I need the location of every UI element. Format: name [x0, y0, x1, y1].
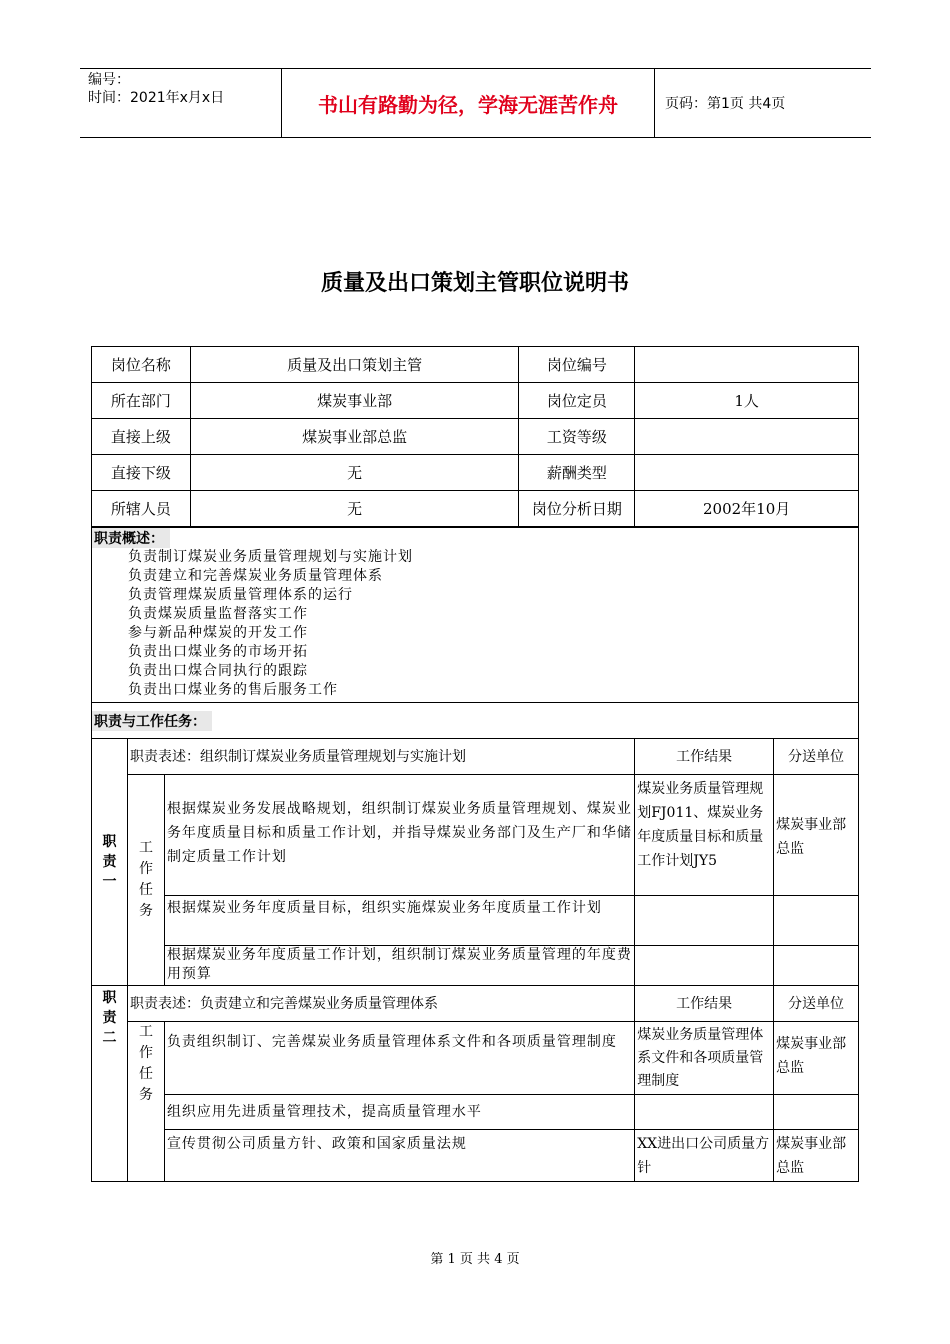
- table-row: [92, 896, 859, 946]
- position-info-table: [91, 346, 859, 527]
- duty-2-statement: 职责表述：负责建立和完善煤炭业务质量管理体系: [127, 986, 634, 1022]
- task-send: [774, 896, 859, 946]
- task-text: 根据煤炭业务年度质量工作计划，组织制订煤炭业务质量管理的年度费用预算: [164, 946, 634, 986]
- number-label: 编号：: [88, 72, 130, 88]
- list-item: 负责建立和完善煤炭业务质量管理体系: [128, 568, 383, 584]
- info-value: 煤炭事业部: [190, 383, 519, 419]
- duties-table: [91, 738, 859, 1182]
- info-label: 直接上级: [92, 419, 191, 455]
- duties-heading: 职责与工作任务：: [92, 711, 212, 731]
- table-row: [92, 347, 859, 383]
- table-row: [92, 1130, 859, 1182]
- info-label: 岗位名称: [92, 347, 191, 383]
- duty-1-label: 职 责 一: [92, 739, 128, 986]
- table-row: [92, 1022, 859, 1095]
- task-text: 负责组织制订、完善煤炭业务质量管理体系文件和各项质量管理制度: [164, 1022, 634, 1095]
- list-item: 负责出口煤合同执行的跟踪: [128, 663, 308, 679]
- task-result: 煤炭业务质量管理规划FJ011、煤炭业务年度质量目标和质量工作计划JY5: [635, 775, 774, 896]
- info-value: 无: [190, 455, 519, 491]
- duty-1-task-label: 工 作 任 务: [127, 775, 164, 986]
- duty-1-statement: 职责表述：组织制订煤炭业务质量管理规划与实施计划: [127, 739, 634, 775]
- task-text: 根据煤炭业务年度质量目标，组织实施煤炭业务年度质量工作计划: [164, 896, 634, 946]
- document-title: 质量及出口策划主管职位说明书: [320, 271, 629, 296]
- task-send: [774, 946, 859, 986]
- duty-overview: [91, 527, 859, 703]
- duties-heading-bar: [91, 702, 859, 739]
- page-footer: 第 1 页 共 4 页: [430, 1252, 520, 1267]
- header-motto: 书山有路勤为径，学海无涯苦作舟: [282, 69, 655, 137]
- task-result: [635, 1095, 774, 1130]
- list-item: 负责煤炭质量监督落实工作: [128, 606, 308, 622]
- info-value: 2002年10月: [635, 491, 859, 527]
- table-row: [92, 946, 859, 986]
- table-row: [92, 419, 859, 455]
- info-label: 薪酬类型: [519, 455, 635, 491]
- table-row: [92, 455, 859, 491]
- page-header: [80, 68, 871, 138]
- table-row: [92, 1095, 859, 1130]
- info-label: 工资等级: [519, 419, 635, 455]
- info-value: [635, 455, 859, 491]
- info-label: 所在部门: [92, 383, 191, 419]
- task-send: 煤炭事业部总监: [774, 1022, 859, 1095]
- table-row: [92, 383, 859, 419]
- header-meta: [80, 69, 282, 137]
- info-value: [635, 419, 859, 455]
- info-value: [635, 347, 859, 383]
- info-value: 无: [190, 491, 519, 527]
- task-result: [635, 946, 774, 986]
- table-row: [92, 739, 859, 775]
- duty-2-task-label: 工 作 任 务: [127, 1022, 164, 1182]
- info-value: 1人: [635, 383, 859, 419]
- task-send: 煤炭事业部总监: [774, 1130, 859, 1182]
- info-label: 岗位分析日期: [519, 491, 635, 527]
- list-item: 参与新品种煤炭的开发工作: [128, 625, 308, 641]
- task-result: [635, 896, 774, 946]
- info-value: 煤炭事业部总监: [190, 419, 519, 455]
- overview-list: [92, 548, 858, 700]
- task-send: 煤炭事业部总监: [774, 775, 859, 896]
- send-header: 分送单位: [774, 739, 859, 775]
- info-label: 岗位编号: [519, 347, 635, 383]
- task-text: 根据煤炭业务发展战略规划，组织制订煤炭业务质量管理规划、煤炭业务年度质量目标和质量工作计划，并指导煤炭业务部门及生产厂和华储制定质量工作计划: [164, 775, 634, 896]
- info-label: 直接下级: [92, 455, 191, 491]
- task-send: [774, 1095, 859, 1130]
- result-header: 工作结果: [635, 739, 774, 775]
- task-result: 煤炭业务质量管理体系文件和各项质量管理制度: [635, 1022, 774, 1095]
- overview-heading: 职责概述：: [92, 528, 170, 548]
- list-item: 负责出口煤业务的售后服务工作: [128, 682, 338, 698]
- info-label: 岗位定员: [519, 383, 635, 419]
- table-row: [92, 775, 859, 896]
- list-item: 负责管理煤炭质量管理体系的运行: [128, 587, 353, 603]
- table-row: [92, 491, 859, 527]
- duty-2-label: 职 责 二: [92, 986, 128, 1182]
- send-header: 分送单位: [774, 986, 859, 1022]
- list-item: 负责制订煤炭业务质量管理规划与实施计划: [128, 549, 413, 565]
- info-label: 所辖人员: [92, 491, 191, 527]
- time-label: 时间：2021年x月x日: [88, 90, 225, 106]
- list-item: 负责出口煤业务的市场开拓: [128, 644, 308, 660]
- task-text: 组织应用先进质量管理技术，提高质量管理水平: [164, 1095, 634, 1130]
- task-text: 宣传贯彻公司质量方针、政策和国家质量法规: [164, 1130, 634, 1182]
- header-page-info: 页码：第1页 共4页: [665, 96, 786, 112]
- info-value: 质量及出口策划主管: [190, 347, 519, 383]
- task-result: XX进出口公司质量方针: [635, 1130, 774, 1182]
- result-header: 工作结果: [635, 986, 774, 1022]
- table-row: [92, 986, 859, 1022]
